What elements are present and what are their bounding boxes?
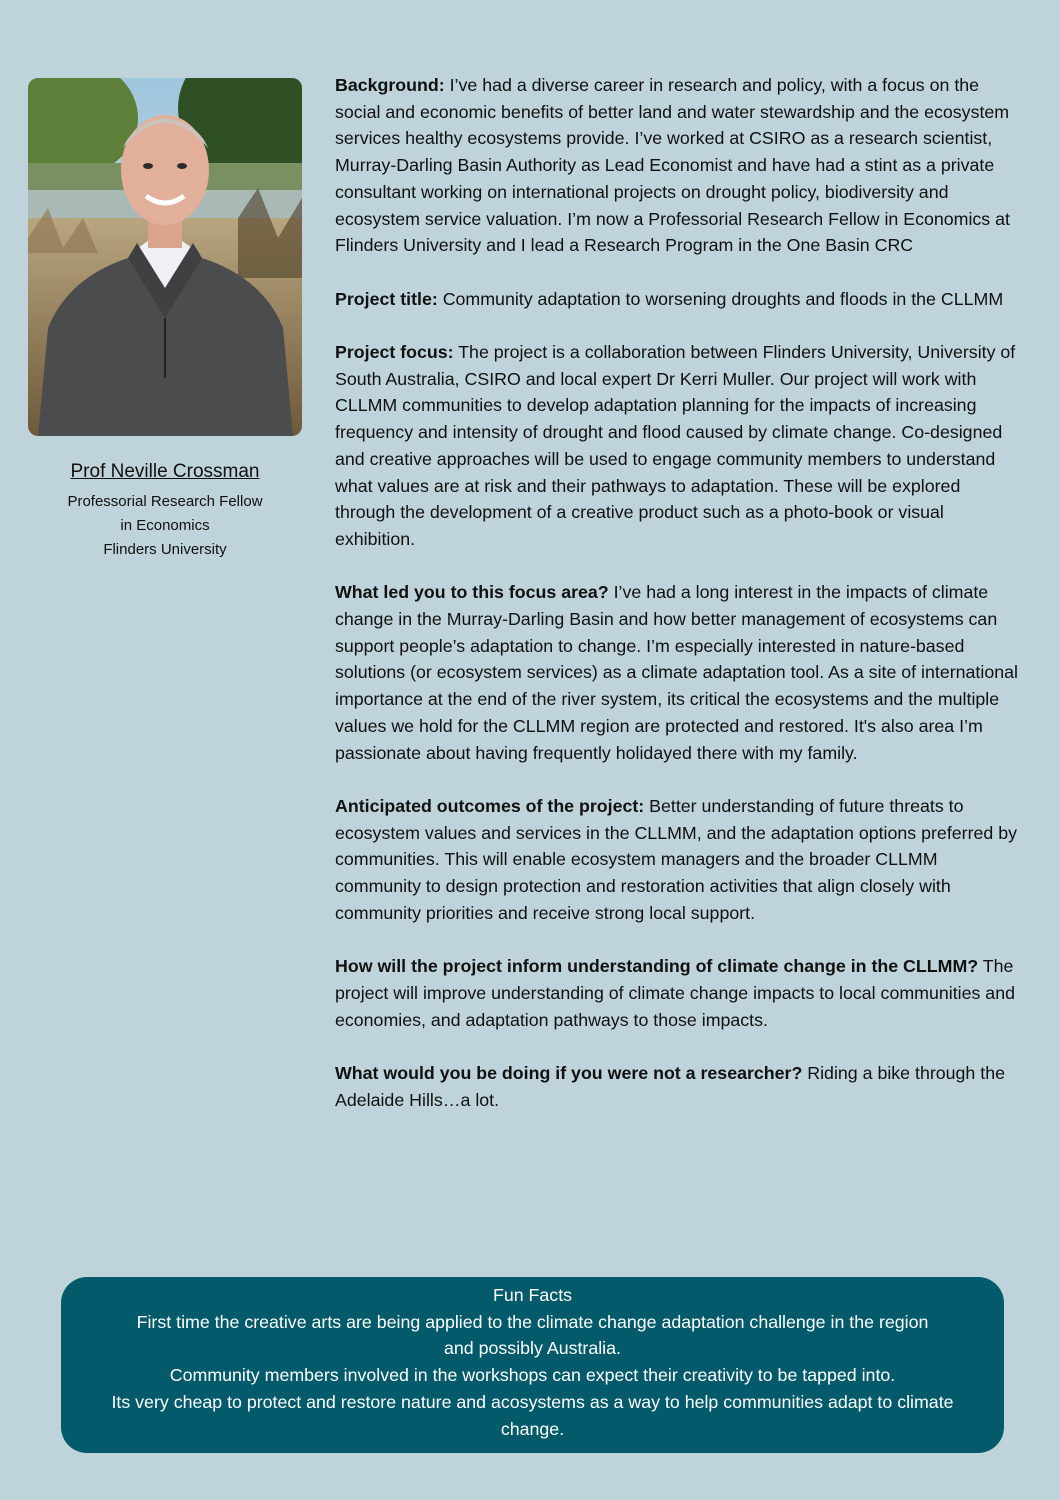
section-project-focus [335, 339, 1025, 553]
profile-photo [28, 78, 302, 436]
section-project-title [335, 286, 1025, 313]
section-text: Community adaptation to worsening droughts and floods in the CLLMM [437, 288, 1004, 309]
fun-facts-title: Fun Facts [492, 1285, 573, 1305]
section-text: The project will improve understanding of climate change impacts to local communities and economies, and adaptation pathways to those impacts. [335, 956, 1015, 1030]
fun-fact-item: Its very cheap to protect and restore nature and acosystems as a way to help communities adapt to climate change. [111, 1391, 954, 1439]
section-text: I’ve had a diverse career in research and policy, with a focus on the social and economic benefits of better land and water stewardship and the ecosystem services healthy ecosystems provide. I’ve worked at CSIRO as a research scientist, Murray-Darling Basin Authority as Lead Economist and have had a stint as a private consultant working on international projects on drought policy, biodiversity and ecosystem service valuation. I’m now a Professorial Research Fellow in Economics at Flinders University and I lead a Research Program in the One Basin CRC [335, 75, 1010, 256]
profile-institution: Flinders University [103, 540, 227, 558]
section-heading: Anticipated outcomes of the project: [335, 795, 645, 816]
fun-fact-item: Community members involved in the workshops can expect their creativity to be tapped into. [169, 1365, 896, 1386]
section-text: Riding a bike through the Adelaide Hills…a lot. [335, 1062, 1005, 1110]
section-text: Better understanding of future threats to ecosystem values and services in the CLLMM, and the adaptation options preferred by communities. This will enable ecosystem managers and the broader CLLMM community to design protection and restoration activities that align closely with community priorities and receive strong local support. [335, 795, 1017, 923]
profile-name: Prof Neville Crossman [70, 461, 260, 482]
section-text: The project is a collaboration between Flinders University, University of South Australia, CSIRO and local expert Dr Kerri Muller. Our project will work with CLLMM communities to develop adaptation planning for the impacts of increasing frequency and intensity of drought and flood caused by climate change. Co-designed and creative approaches will be used to engage community members to understand what values are at risk and their pathways to adaptation. These will be explored through the development of a creative product such as a photo-book or visual exhibition. [335, 342, 1016, 549]
section-heading: Project focus: [335, 342, 454, 362]
section-focus-area [335, 579, 1025, 766]
section-not-researcher [335, 1060, 1025, 1113]
fun-fact-item: First time the creative arts are being applied to the climate change adaptation challenge in the region and possibly Australia. [136, 1311, 929, 1359]
profile-body [335, 72, 1025, 1140]
section-outcomes [335, 793, 1025, 927]
profile-title-line-2: in Economics [120, 516, 210, 534]
profile-title-line-1: Professorial Research Fellow [67, 492, 263, 510]
section-heading: Background: [335, 75, 445, 95]
section-heading: Project title: [335, 288, 438, 309]
section-text: I’ve had a long interest in the impacts of climate change in the Murray-Darling Basin and how better management of ecosystems can support people’s adaptation to change. I’m especially interested in nature-based solutions (or ecosystem services) as a climate adaptation tool. As a site of international importance at the end of the river system, its critical the ecosystems and the multiple values we hold for the CLLMM region are protected and restored. It's also area I’m passionate about having frequently holidayed there with my family. [335, 582, 1018, 763]
section-background [335, 72, 1025, 259]
section-climate-understanding [335, 953, 1025, 1033]
section-heading: What led you to this focus area? [335, 582, 609, 603]
profile-caption [28, 460, 302, 562]
fun-facts-box [61, 1277, 1004, 1453]
section-heading: How will the project inform understanding of climate change in the CLLMM? [335, 956, 979, 977]
section-heading: What would you be doing if you were not a researcher? [335, 1062, 803, 1083]
